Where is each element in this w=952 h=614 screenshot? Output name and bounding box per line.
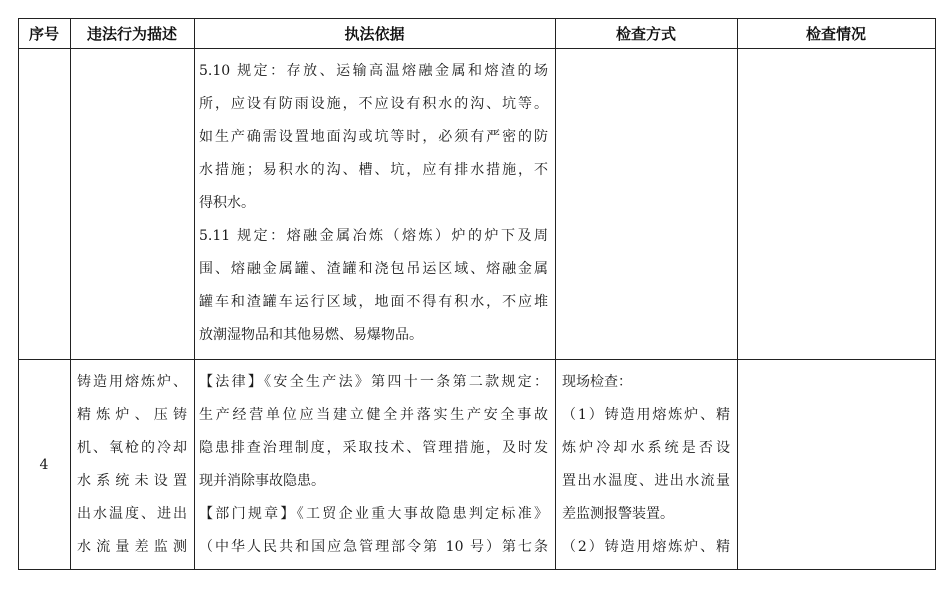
table-right-border [935,18,936,570]
column-divider [70,18,71,570]
basis-line: 【部门规章】《工贸企业重大事故隐患判定标准》 [199,506,548,522]
header-legal-basis: 执法依据 [344,24,405,43]
basis-line: （中华人民共和国应急管理部令第 10 号）第七条 [199,539,548,555]
prev-row-legal-basis [199,55,548,352]
desc-line: 铸造用熔炼炉、 [77,374,187,390]
basis-line: 罐车和渣罐车运行区域，地面不得有积水，不应堆 [199,294,548,310]
desc-line: 出水温度、进出 [77,506,187,522]
table-bottom-border [18,569,936,570]
table-left-border [18,18,19,570]
header-serial-number: 序号 [28,24,59,43]
basis-line: 【法律】《安全生产法》第四十一条第二款规定： [199,374,548,390]
header-inspection-status: 检查情况 [805,24,866,43]
row4-inspection-method [562,366,730,564]
desc-line: 水流量差监测 [77,539,187,555]
column-divider [555,18,556,570]
basis-line: 放潮湿物品和其他易燃、易爆物品。 [199,327,423,343]
row4-legal-basis [199,366,548,564]
desc-line: 机、氧枪的冷却 [77,440,187,456]
method-line: 差监测报警装置。 [562,506,674,522]
row-number: 4 [39,457,49,473]
basis-line: 生产经营单位应当建立健全并落实生产安全事故 [199,407,548,423]
basis-line: 5.10 规定：存放、运输高温熔融金属和熔渣的场 [199,63,548,79]
basis-line: 隐患排查治理制度，采取技术、管理措施，及时发 [199,440,548,456]
method-line: （1）铸造用熔炼炉、精 [562,407,730,423]
header-violation-description: 违法行为描述 [86,24,177,43]
basis-line: 如生产确需设置地面沟或坑等时，必须有严密的防 [199,129,548,145]
desc-line: 水系统未设置 [77,473,187,489]
column-divider [194,18,195,570]
basis-line: 所，应设有防雨设施，不应设有积水的沟、坑等。 [199,96,548,112]
header-bottom-border [18,48,936,49]
row4-violation-description [77,366,187,564]
basis-line: 围、熔融金属罐、渣罐和浇包吊运区域、熔融金属 [199,261,548,277]
basis-line: 得积水。 [199,195,255,211]
method-line: 现场检查： [562,374,632,390]
basis-line: 5.11 规定：熔融金属冶炼（熔炼）炉的炉下及周 [199,228,548,244]
header-inspection-method: 检查方式 [615,24,676,43]
method-line: 置出水温度、进出水流量 [562,473,730,489]
basis-line: 现并消除事故隐患。 [199,473,325,489]
row4-inspection-status[interactable] [738,360,935,569]
method-line: （2）铸造用熔炼炉、精 [562,539,730,555]
method-line: 炼炉冷却水系统是否设 [562,440,730,456]
desc-line: 精炼炉、压铸 [77,407,187,423]
basis-line: 水措施；易积水的沟、槽、坑，应有排水措施，不 [199,162,548,178]
